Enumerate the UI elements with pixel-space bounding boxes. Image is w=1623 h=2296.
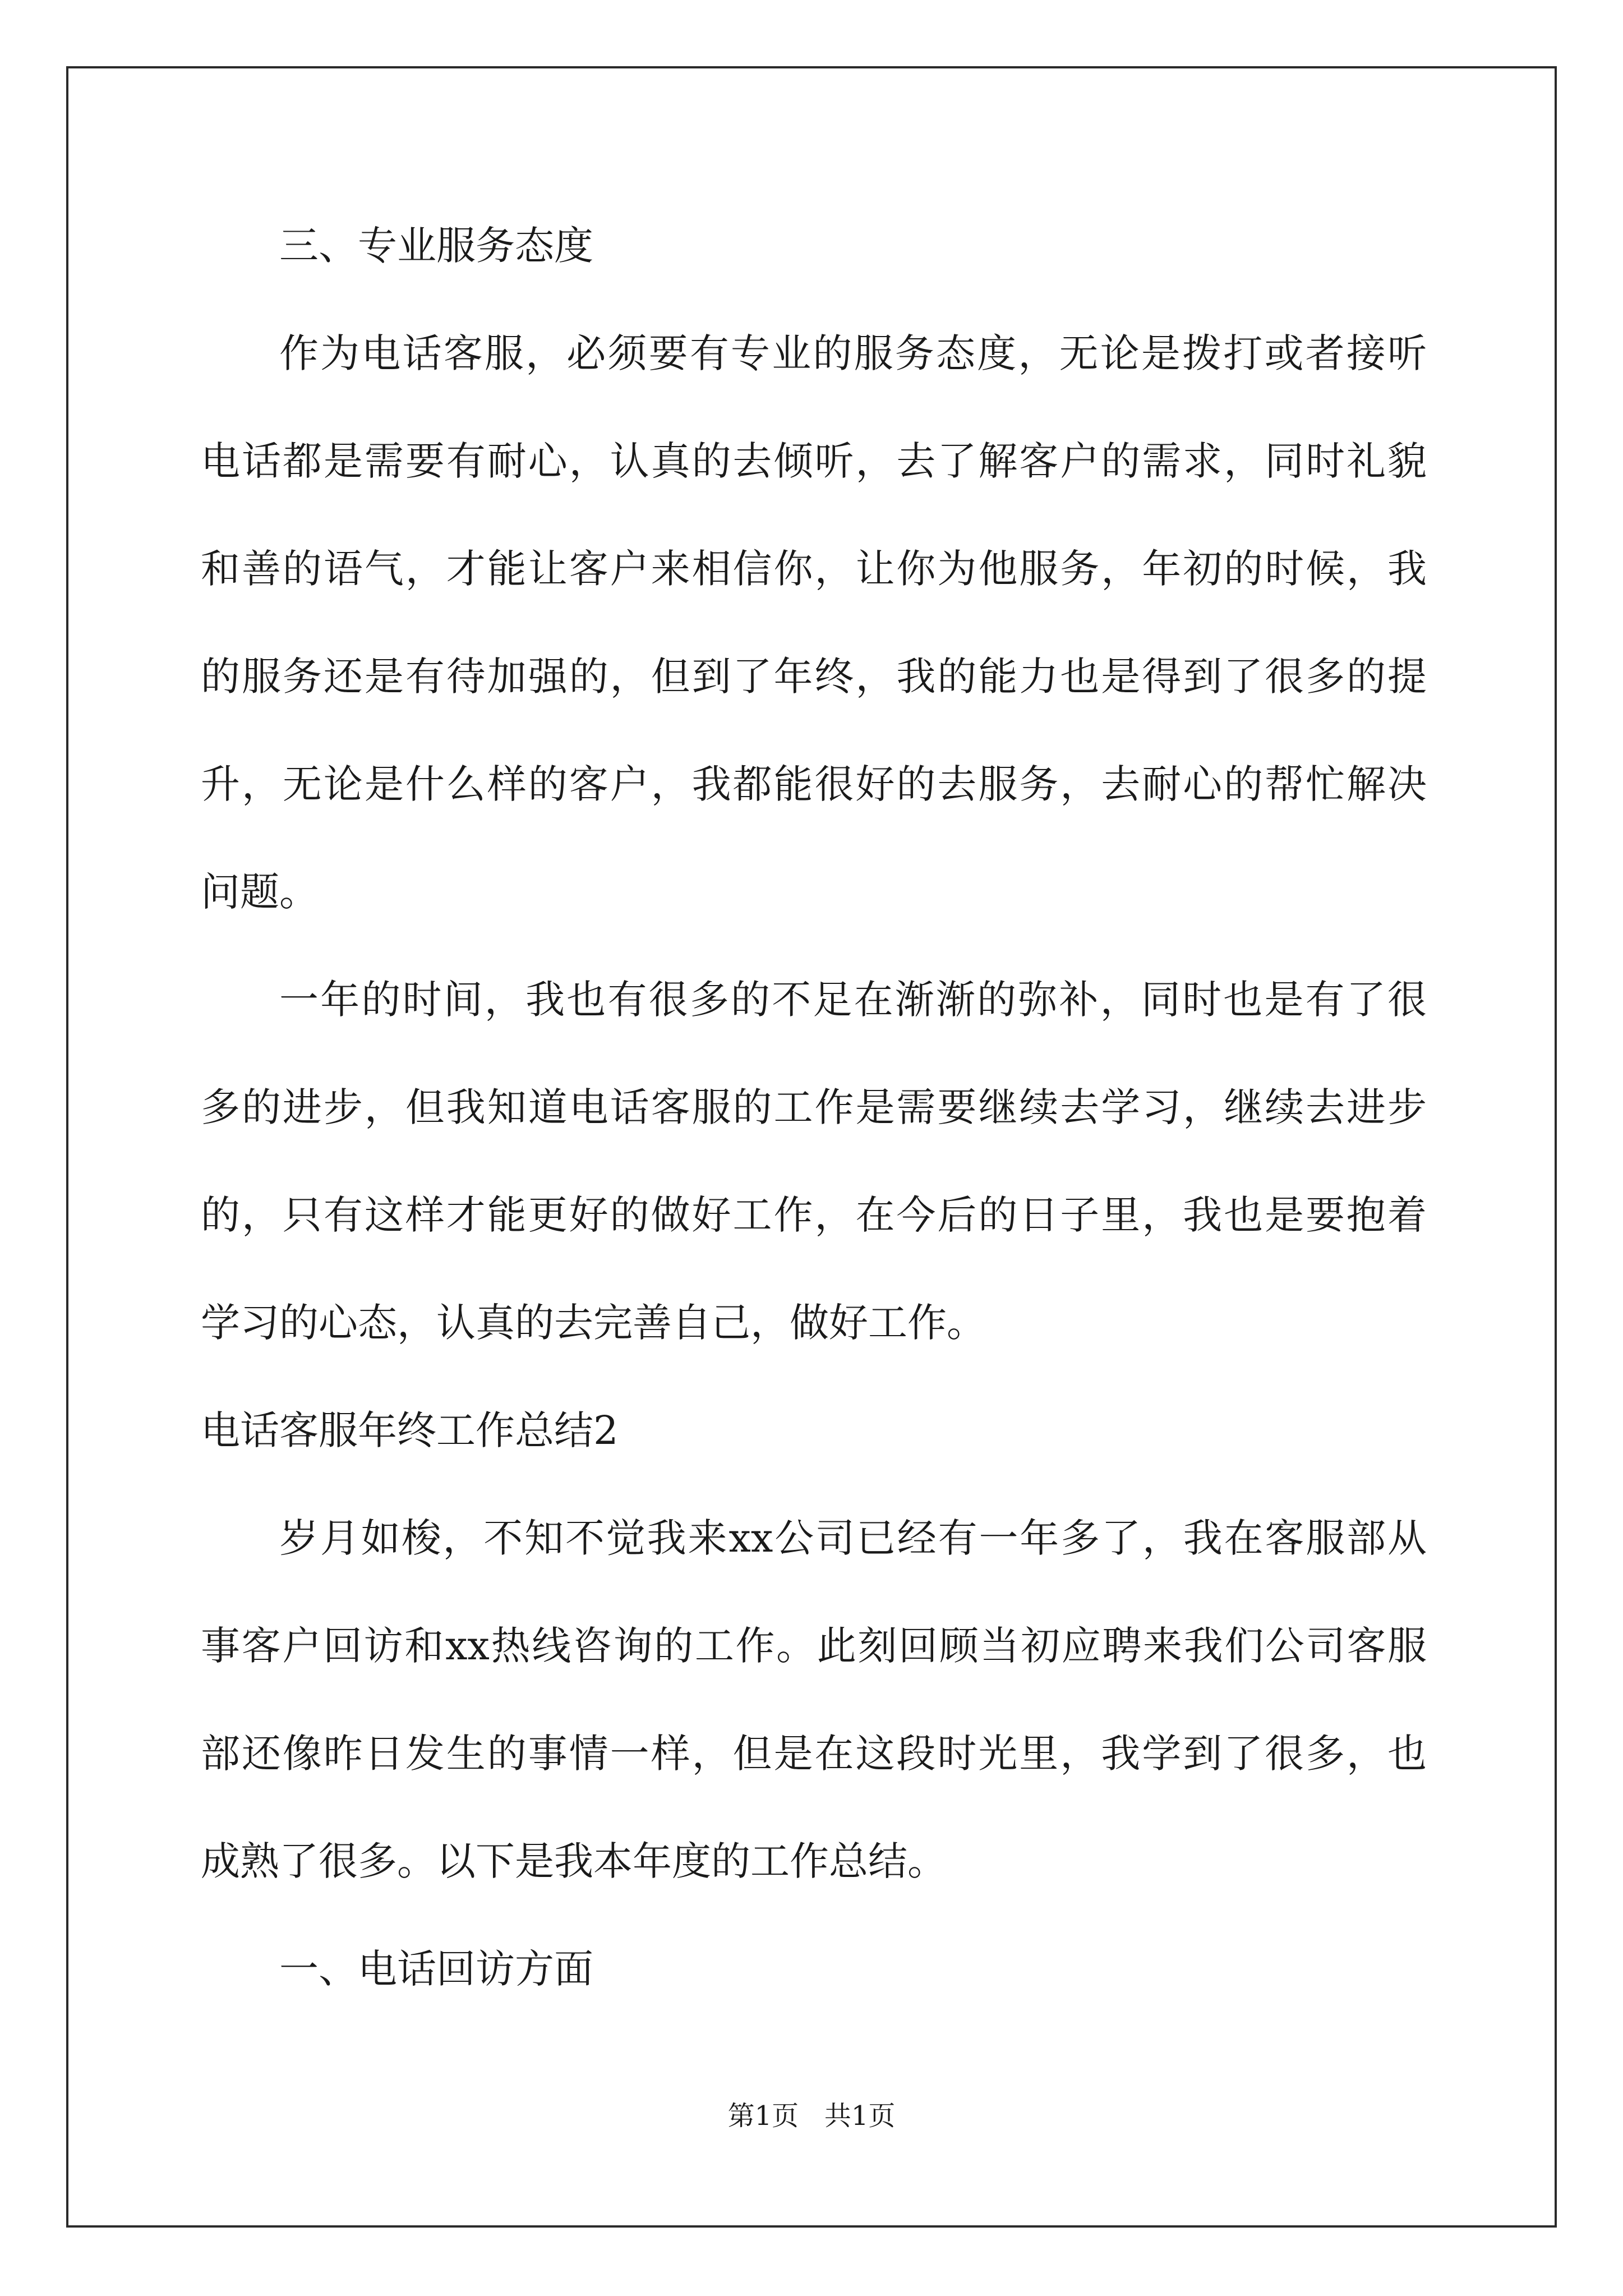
paragraph-line: 的，只有这样才能更好的做好工作，在今后的日子里，我也是要抱着 bbox=[201, 1192, 1427, 1238]
section-heading-1: 一、电话回访方面 bbox=[279, 1946, 593, 1992]
paragraph-line: 作为电话客服，必须要有专业的服务态度，无论是拨打或者接听 bbox=[279, 330, 1427, 376]
paragraph-line: 问题。 bbox=[201, 869, 319, 915]
paragraph-line: 岁月如梭，不知不觉我来xx公司已经有一年多了，我在客服部从 bbox=[279, 1515, 1427, 1561]
paragraph-line: 多的进步，但我知道电话客服的工作是需要继续去学习，继续去进步 bbox=[201, 1084, 1427, 1130]
page-border bbox=[66, 66, 1557, 2228]
paragraph-line: 部还像昨日发生的事情一样，但是在这段时光里，我学到了很多，也 bbox=[201, 1731, 1427, 1777]
paragraph-line: 事客户回访和xx热线咨询的工作。此刻回顾当初应聘来我们公司客服 bbox=[201, 1623, 1427, 1669]
paragraph-line: 和善的语气，才能让客户来相信你，让你为他服务，年初的时候，我 bbox=[201, 546, 1427, 592]
page-number: 第1页 共1页 bbox=[727, 2100, 896, 2132]
paragraph-line: 的服务还是有待加强的，但到了年终，我的能力也是得到了很多的提 bbox=[201, 654, 1427, 700]
paragraph-line: 学习的心态，认真的去完善自己，做好工作。 bbox=[201, 1300, 986, 1346]
document-title-2: 电话客服年终工作总结2 bbox=[201, 1407, 619, 1453]
section-heading-3: 三、专业服务态度 bbox=[279, 223, 593, 269]
paragraph-line: 成熟了很多。以下是我本年度的工作总结。 bbox=[201, 1838, 947, 1884]
paragraph-line: 电话都是需要有耐心，认真的去倾听，去了解客户的需求，同时礼貌 bbox=[201, 438, 1427, 484]
paragraph-line: 升，无论是什么样的客户，我都能很好的去服务，去耐心的帮忙解决 bbox=[201, 761, 1427, 807]
paragraph-line: 一年的时间，我也有很多的不足在渐渐的弥补，同时也是有了很 bbox=[279, 977, 1427, 1023]
